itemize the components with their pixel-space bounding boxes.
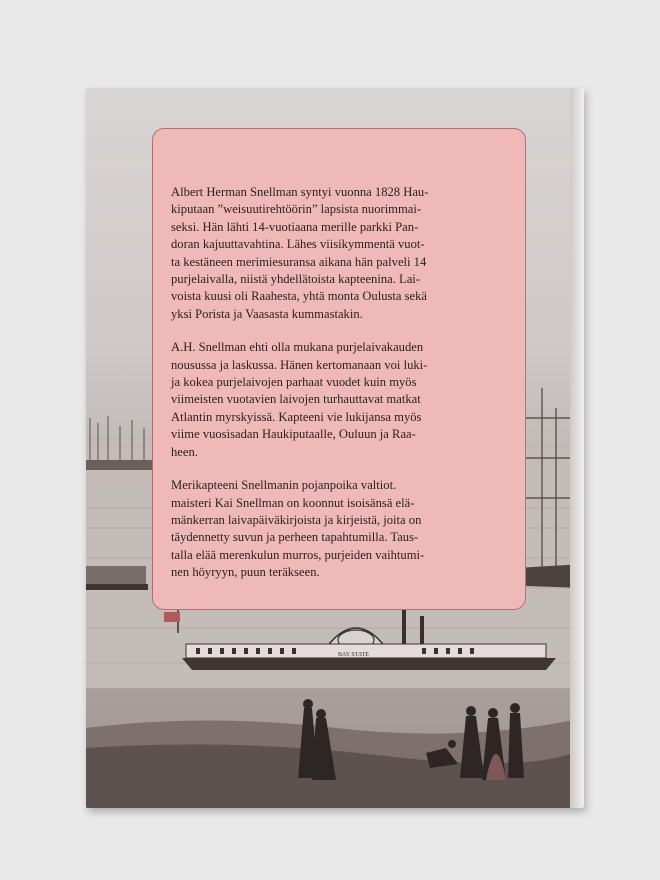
synopsis-text-box	[152, 128, 526, 610]
synopsis-paragraph-1: Albert Herman Snellman syntyi vuonna 1828 Hau- kiputaan ”weisuutirehtöörin” lapsista nuorimmai- seksi. Hän lähti 14-vuotiaana merille parkki Pan- doran kajuuttavahtina. Lähes viisikymmentä vuot- ta kestäneen merimiesuransa aikana hän palveli 14 purjelaivalla, niistä yhdellätoista kapteenina. Lai- voista kuusi oli Raahesta, yhtä monta Oulusta sekä yksi Porista ja Vaasasta kummastakin.	[171, 185, 429, 321]
cover-edge	[570, 88, 584, 808]
synopsis-paragraph-3: Merikapteeni Snellmanin pojanpoika valtiot. maisteri Kai Snellman on koonnut isoisänsä elä- mänkerran laivapäiväkirjoista ja kirjeistä, joita on täydennetty suvun ja perheen tapahtumilla. Taus- talla elää merenkulun murros, purjeiden vaihtumi- nen höyryyn, puun teräkseen.	[171, 478, 425, 580]
ship-name-label: BAY STATE	[338, 652, 369, 658]
synopsis-paragraph-2: A.H. Snellman ehti olla mukana purjelaivakauden nousussa ja laskussa. Hänen kertomanaan voi luki- ja kokea purjelaivojen parhaat vuodet kuin myös viimeisten vuotavien laivojen turhauttavat matkat Atlantin myrskyissä. Kapteeni vie lukijansa myös viime vuosisadan Haukiputaalle, Ouluun ja Raa- heen.	[171, 340, 428, 459]
book-back-cover	[86, 88, 584, 808]
